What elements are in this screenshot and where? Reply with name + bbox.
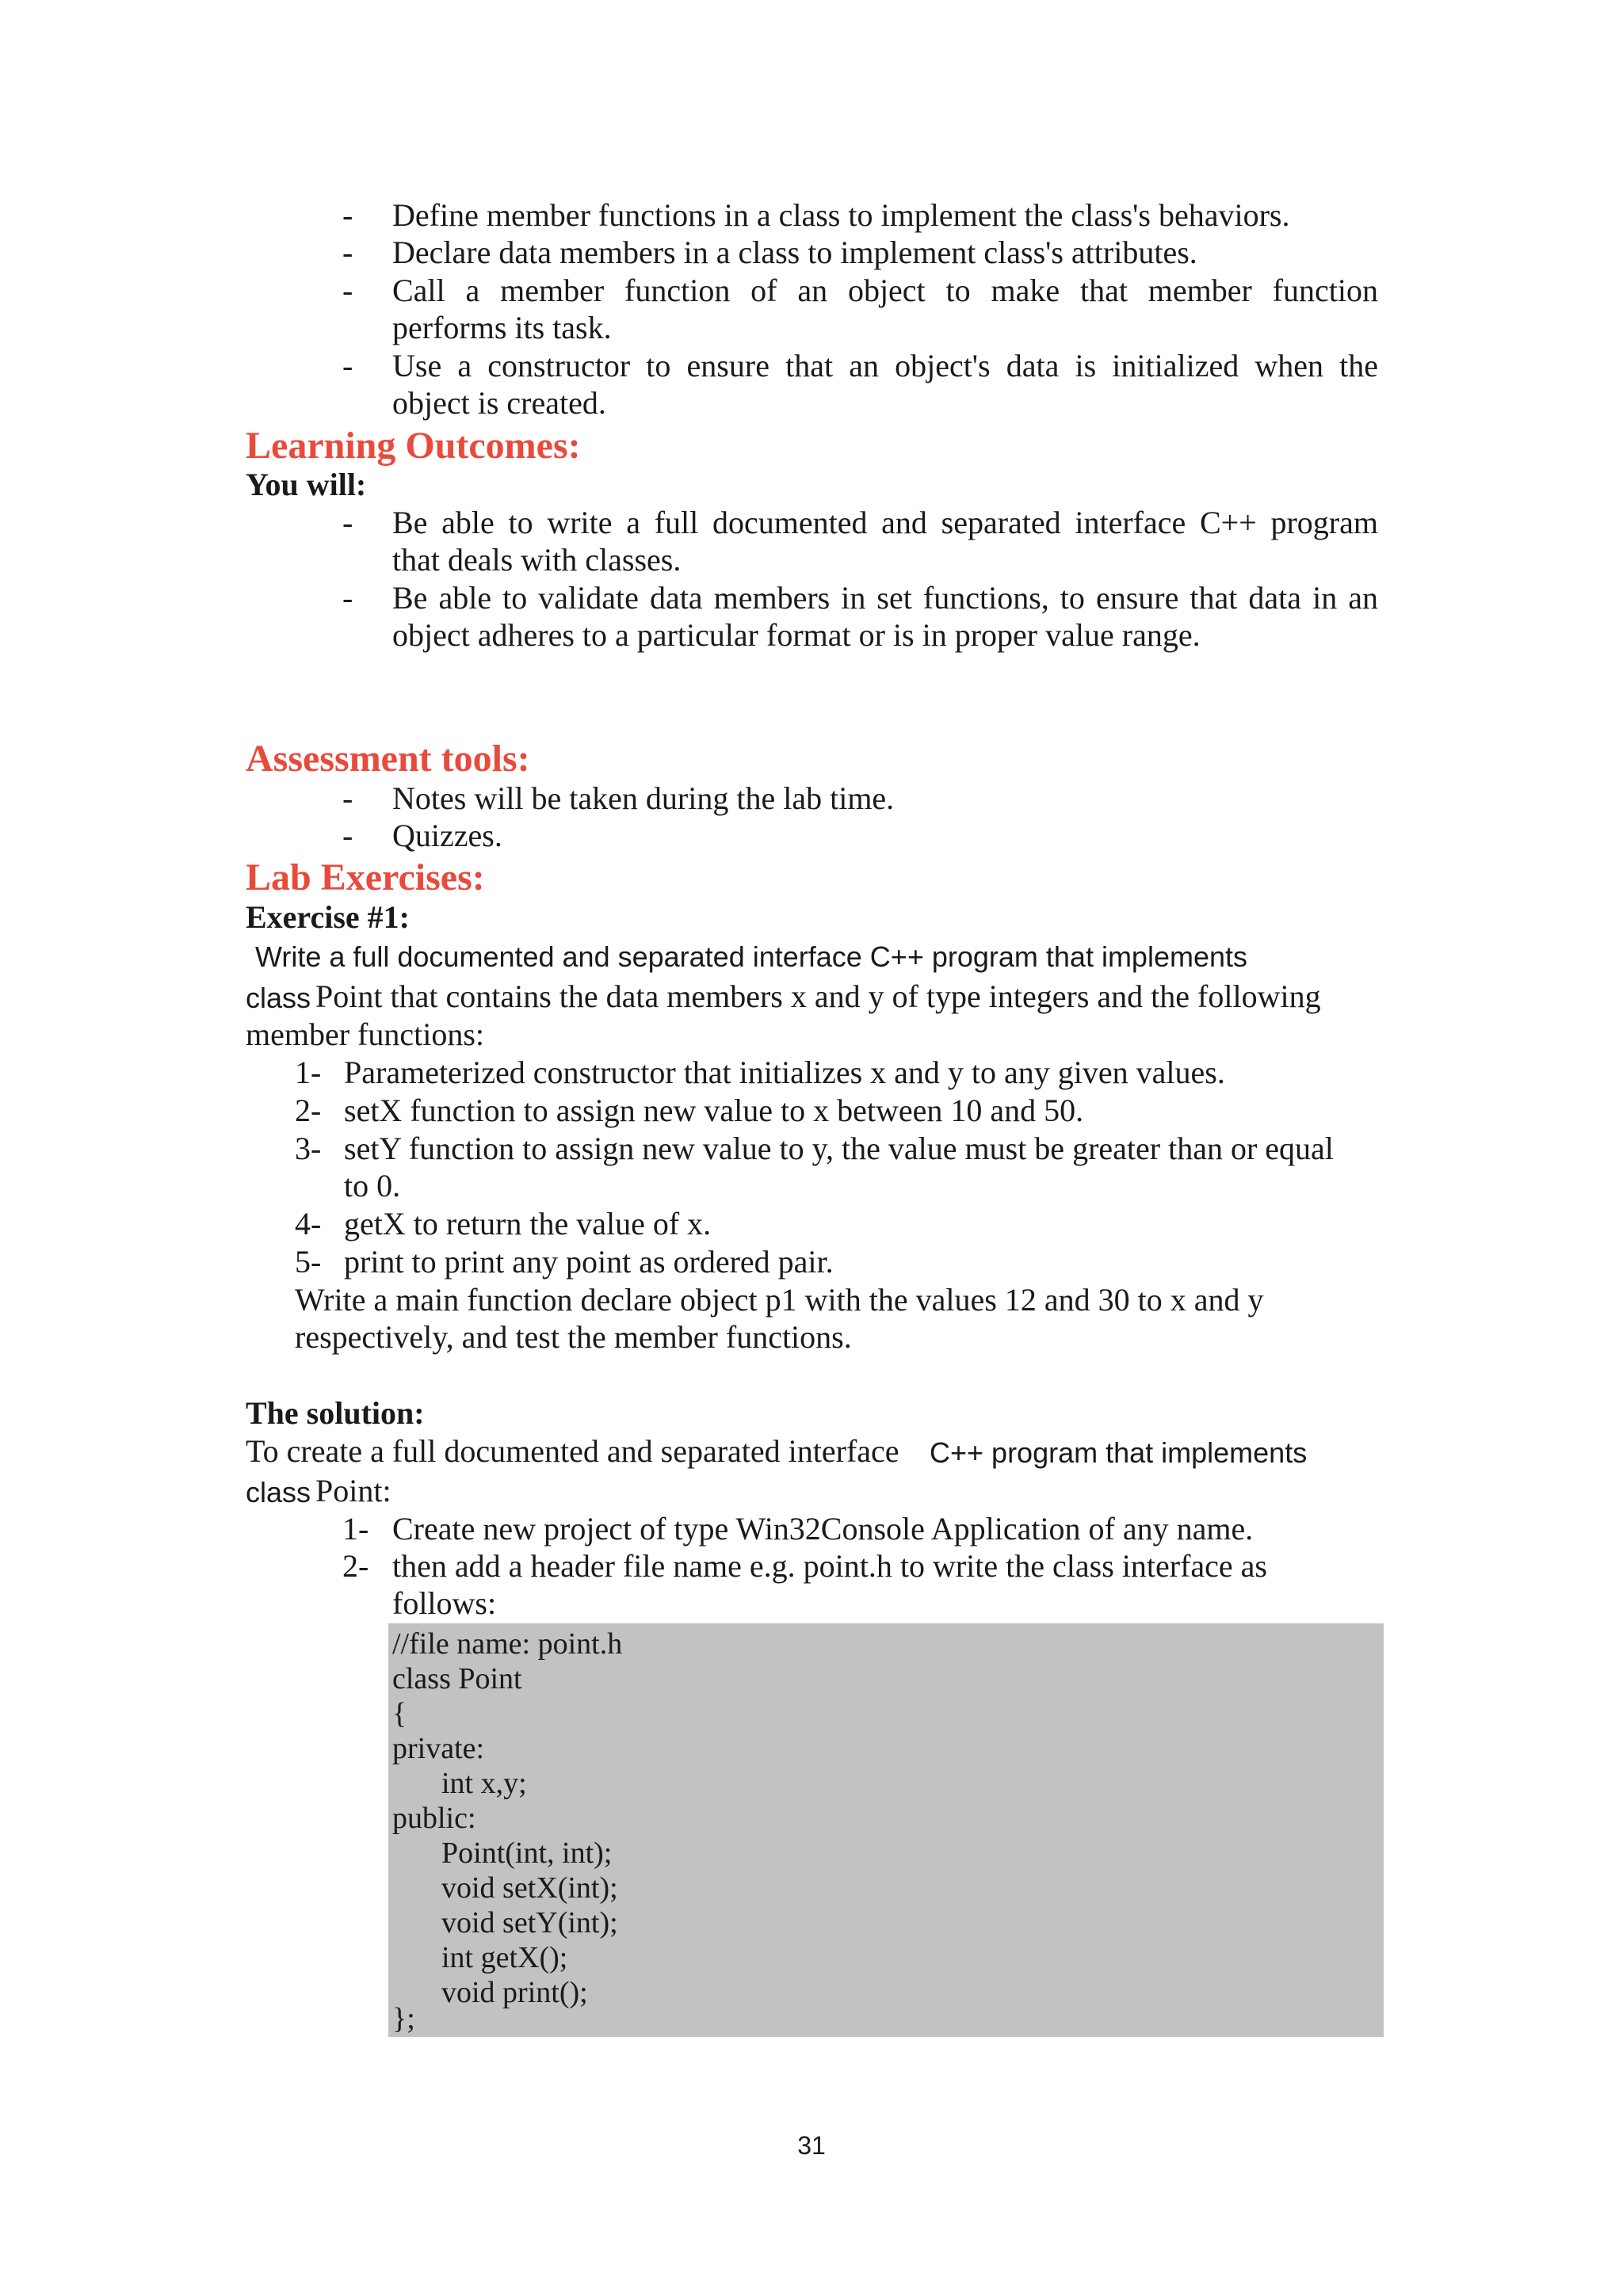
bullet-dash: - <box>342 235 353 270</box>
main-instruction: respectively, and test the member functions. <box>295 1319 852 1355</box>
step-number: 4- <box>295 1206 322 1241</box>
objective-text: Use a constructor to ensure that an object's data is initialized when the <box>392 348 1378 383</box>
code-line: int x,y; <box>441 1767 527 1800</box>
you-will-label: You will: <box>246 467 367 502</box>
step-text: setX function to assign new value to x between 10 and 50. <box>344 1093 1084 1128</box>
step-text: getX to return the value of x. <box>344 1206 712 1241</box>
step-number: 1- <box>295 1055 322 1090</box>
code-line: class Point <box>392 1662 522 1695</box>
exercise-description: member functions: <box>246 1016 485 1052</box>
code-line: int getX(); <box>441 1941 568 1974</box>
lab-exercises-heading: Lab Exercises: <box>246 856 485 898</box>
objective-text: object is created. <box>392 385 606 421</box>
code-line: { <box>392 1697 407 1730</box>
solution-intro: To create a full documented and separated interface <box>246 1433 899 1469</box>
exercise-description: Write a full documented and separated interface C++ program that implements <box>255 940 1248 973</box>
step-text: to 0. <box>344 1168 401 1203</box>
step-number: 2- <box>295 1093 322 1128</box>
outcome-text: that deals with classes. <box>392 542 682 578</box>
step-number: 2- <box>342 1548 369 1584</box>
assessment-item: Notes will be taken during the lab time. <box>392 780 895 816</box>
step-text: follows: <box>392 1585 497 1621</box>
learning-outcomes-heading: Learning Outcomes: <box>246 425 581 467</box>
objective-text: Declare data members in a class to implement class's attributes. <box>392 235 1197 270</box>
exercise-description: class <box>246 982 311 1014</box>
assessment-tools-heading: Assessment tools: <box>246 738 530 780</box>
code-line: void setX(int); <box>441 1871 618 1905</box>
bullet-dash: - <box>342 580 353 616</box>
exercise-description: Point that contains the data members x and y of type integers and the following <box>315 978 1321 1014</box>
step-text: print to print any point as ordered pair. <box>344 1244 834 1280</box>
solution-intro: class <box>246 1476 311 1508</box>
code-line: void print(); <box>441 1976 588 2009</box>
main-instruction: Write a main function declare object p1 with the values 12 and 30 to x and y <box>295 1282 1264 1318</box>
objective-text: Define member functions in a class to implement the class's behaviors. <box>392 197 1290 233</box>
solution-intro: Point: <box>315 1473 391 1508</box>
code-line: Point(int, int); <box>441 1836 613 1870</box>
code-block <box>388 1623 1384 2037</box>
assessment-item: Quizzes. <box>392 818 502 853</box>
step-text: then add a header file name e.g. point.h to write the class interface as <box>392 1548 1267 1584</box>
step-text: Parameterized constructor that initializes x and y to any given values. <box>344 1055 1225 1090</box>
code-line: }; <box>392 2002 415 2035</box>
solution-intro: C++ program that implements <box>930 1436 1308 1469</box>
bullet-dash: - <box>342 273 353 308</box>
code-line: private: <box>392 1732 485 1765</box>
exercise-title: Exercise #1: <box>246 899 410 935</box>
code-line: public: <box>392 1802 476 1835</box>
bullet-dash: - <box>342 197 353 233</box>
outcome-text: Be able to validate data members in set functions, to ensure that data in an <box>392 580 1378 616</box>
step-text: Create new project of type Win32Console Application of any name. <box>392 1511 1254 1547</box>
objective-text: performs its task. <box>392 310 612 345</box>
step-text: setY function to assign new value to y, the value must be greater than or equal <box>344 1131 1334 1166</box>
code-line: void setY(int); <box>441 1906 618 1939</box>
code-line: //file name: point.h <box>392 1627 623 1661</box>
bullet-dash: - <box>342 818 353 853</box>
solution-title: The solution: <box>246 1395 425 1431</box>
objective-text: Call a member function of an object to make that member function <box>392 273 1378 308</box>
step-number: 1- <box>342 1511 369 1547</box>
step-number: 5- <box>295 1244 322 1280</box>
outcome-text: object adheres to a particular format or is in proper value range. <box>392 617 1201 653</box>
bullet-dash: - <box>342 348 353 383</box>
bullet-dash: - <box>342 505 353 540</box>
bullet-dash: - <box>342 780 353 816</box>
page-number: 31 <box>797 2131 826 2160</box>
outcome-text: Be able to write a full documented and separated interface C++ program <box>392 505 1378 540</box>
step-number: 3- <box>295 1131 322 1166</box>
